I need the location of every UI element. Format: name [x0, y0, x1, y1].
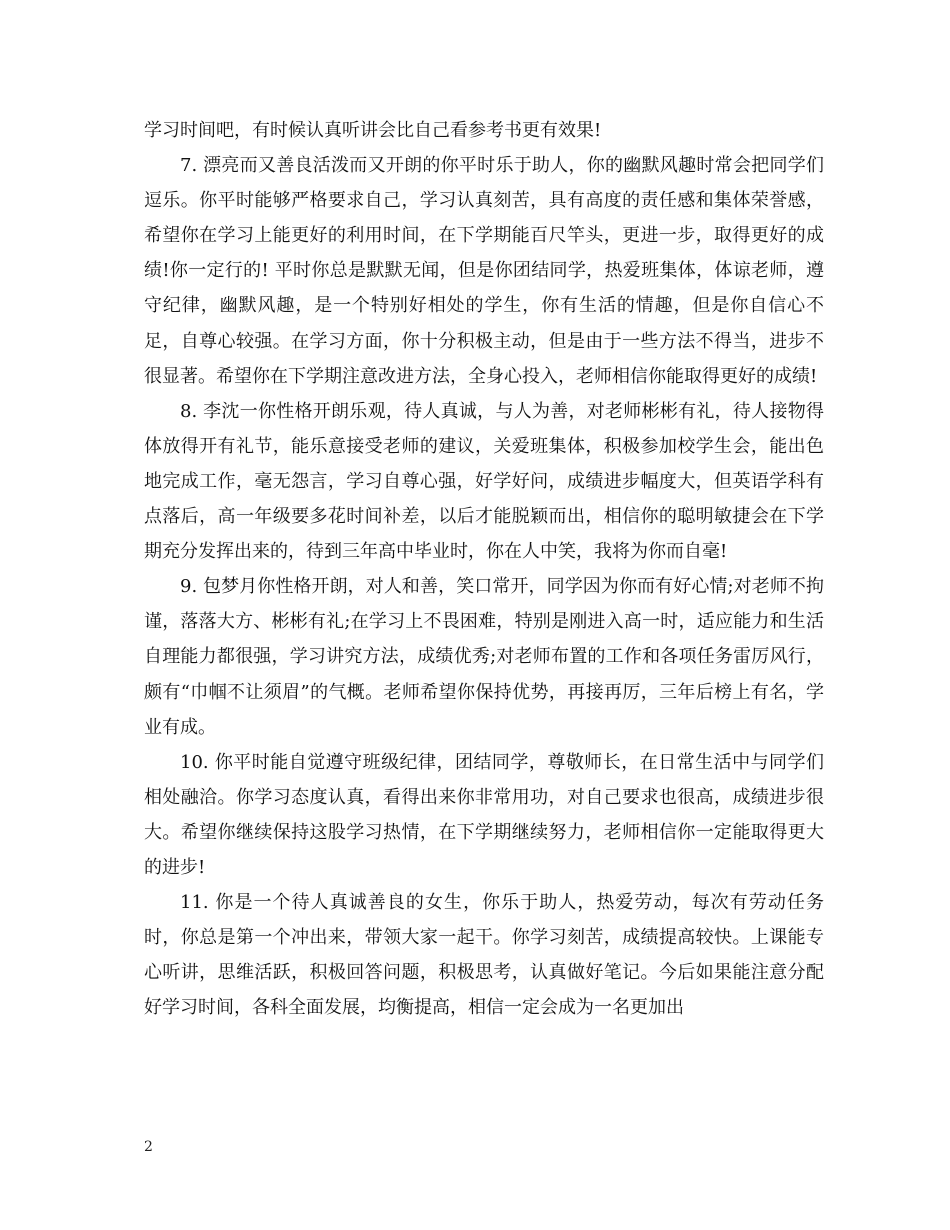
paragraph-item-8: 8. 李沈一你性格开朗乐观，待人真诚，与人为善，对老师彬彬有礼，待人接物得体放得开有礼节，能乐意接受老师的建议，关爱班集体，积极参加校学生会，能出色地完成工作，毫无怨言，学习自尊心强，好学好问，成绩进步幅度大，但英语学科有点落后，高一年级要多花时间补差，以后才能脱颖而出，相信你的聪明敏捷会在下学期充分发挥出来的，待到三年高中毕业时，你在人中笑，我将为你而自毫!	[144, 400, 824, 563]
paragraph-item-11: 11. 你是一个待人真诚善良的女生，你乐于助人，热爱劳动，每次有劳动任务时，你总是第一个冲出来，带领大家一起干。你学习刻苦，成绩提高较快。上课能专心听讲，思维活跃，积极回答问题，积极思考，认真做好笔记。今后如果能注意分配好学习时间，各科全面发展，均衡提高，相信一定会成为一名更加出	[144, 892, 824, 1019]
paragraph-item-7: 7. 漂亮而又善良活泼而又开朗的你平时乐于助人，你的幽默风趣时常会把同学们逗乐。你平时能够严格要求自己，学习认真刻苦，具有高度的责任感和集体荣誉感，希望你在学习上能更好的利用时间，在下学期能百尺竿头，更进一步，取得更好的成绩!你一定行的! 平时你总是默默无闻，但是你团结同学，热爱班集体，体谅老师，遵守纪律，幽默风趣，是一个特别好相处的学生，你有生活的情趣，但是你自信心不足，自尊心较强。在学习方面，你十分积极主动，但是由于一些方法不得当，进步不很显著。希望你在下学期注意改进方法，全身心投入，老师相信你能取得更好的成绩!	[144, 155, 824, 387]
page-number: 2	[144, 1139, 153, 1155]
paragraph-item-10: 10. 你平时能自觉遵守班级纪律，团结同学，尊敬师长，在日常生活中与同学们相处融洽。你学习态度认真，看得出来你非常用功，对自己要求也很高，成绩进步很大。希望你继续保持这股学习热情，在下学期继续努力，老师相信你一定能取得更大的进步!	[144, 751, 824, 878]
paragraph-continuation: 学习时间吧，有时候认真听讲会比自己看参考书更有效果!	[144, 120, 602, 141]
document-body	[144, 113, 824, 1025]
paragraph-item-9: 9. 包梦月你性格开朗，对人和善，笑口常开，同学因为你而有好心情;对老师不拘谨，落落大方、彬彬有礼;在学习上不畏困难，特别是刚进入高一时，适应能力和生活自理能力都很强，学习讲究方法，成绩优秀;对老师布置的工作和各项任务雷厉风行，颇有“巾帼不让须眉”的气概。老师希望你保持优势，再接再厉，三年后榜上有名，学业有成。	[144, 576, 824, 738]
